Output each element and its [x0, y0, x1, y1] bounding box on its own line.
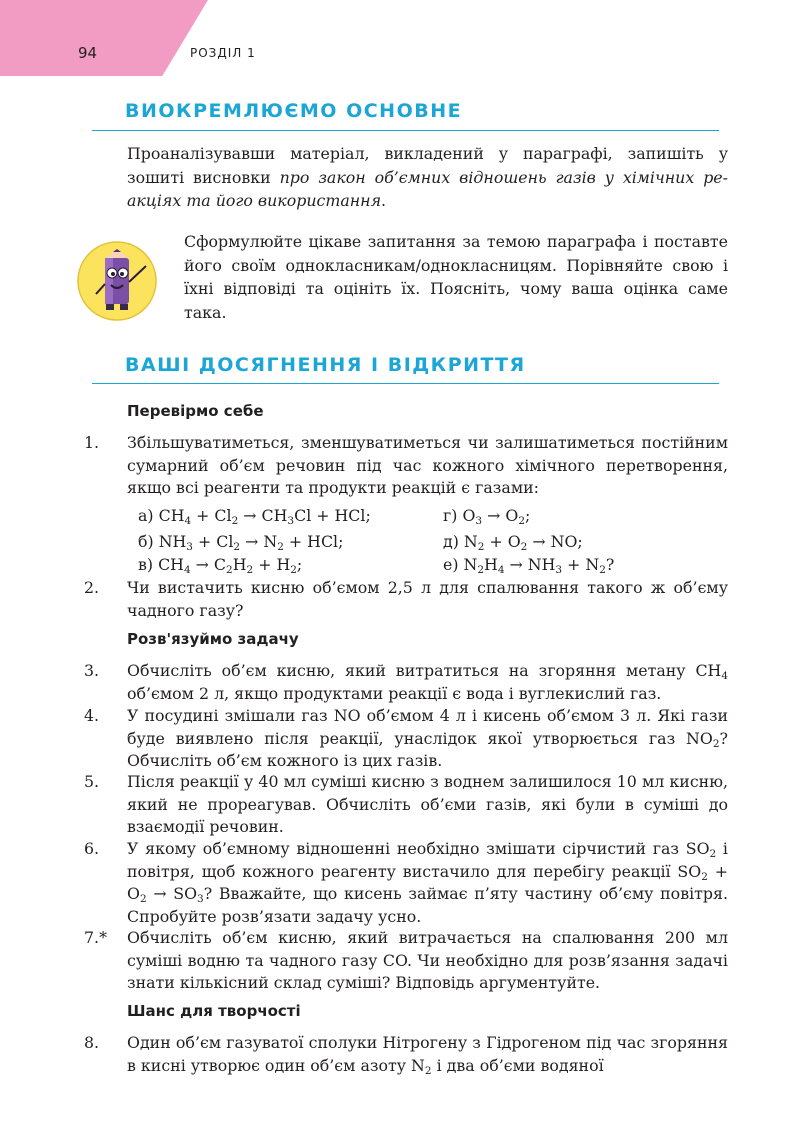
question-text: У посудині змішали газ NO об’ємом 4 л і кисень об’ємом 3 л. Які гази буде виявлено після реакції, унаслідок якої утворюється газ $NO_2$? Обчисліть об’єм кожного із цих газів.: [127, 706, 728, 770]
pencil-character-icon: [76, 240, 158, 326]
section-heading-achievements: ВАШІ ДОСЯГНЕННЯ І ВІДКРИТТЯ: [125, 354, 526, 376]
subheading-solve-problem: Розв'язуймо задачу: [127, 630, 299, 648]
summary-paragraph: Проаналізувавши матеріал, викладений у параграфі, запишіть у зошиті висновки про закон об’ємних відношень газів у хімічних реакціях та його використання.: [127, 144, 728, 210]
section-label: РОЗДІЛ 1: [190, 46, 256, 60]
subheading-self-check: Перевірмо себе: [127, 402, 264, 420]
reaction-f: е) $N_2H_4 \to NH_3 + N_2$?: [443, 555, 615, 576]
reaction-e: д) $N_2 + O_2$ → NO;: [443, 532, 583, 553]
question-number: 5.: [84, 772, 100, 791]
reaction-d: г) $O_3 \to O_2$;: [443, 506, 531, 527]
question-text: Один об’єм газуватої сполуки Нітрогену з Гідрогеном під час згоряння в кисні утворює один об’єм азоту $N_2$ і два об’єми водяної: [127, 1033, 728, 1077]
question-text: Після реакції у 40 мл суміші кисню з воднем залишилося 10 мл кисню, який не прореагував. Обчисліть об’єми газів, які були в суміші до взаємодії речовин.: [127, 772, 728, 836]
question-text: Чи вистачить кисню об’ємом 2,5 л для спалювання такого ж об’єму чадного газу?: [127, 578, 728, 620]
question-number: 8.: [84, 1033, 100, 1052]
page-number: 94: [78, 44, 98, 62]
question-number: 1.: [84, 433, 100, 452]
question-number: 3.: [84, 661, 100, 680]
section-heading-main: ВИОКРЕМЛЮЄМО ОСНОВНЕ: [125, 100, 463, 122]
heading-rule-2: [92, 383, 719, 384]
reaction-c: в) $CH_4 \to C_2H_2 + H_2$;: [138, 555, 303, 576]
question-text: Обчисліть об’єм кисню, який витрачається на спалювання 200 мл суміші водню та чадного газу CO. Чи необхідно для розв’язання задачі знати кількісний склад суміші? Відповідь аргументуйте.: [127, 928, 728, 992]
question-text: Збільшуватиметься, зменшуватиметься чи залишатиметься постійним сумарний об’єм речовин під час кожного хімічного перетворення, якщо всі реагенти та продукти реакцій є газами:: [127, 433, 728, 497]
question-number: 6.: [84, 839, 100, 858]
question-text: У якому об’ємному відношенні необхідно змішати сірчистий газ $SO_2$ і повітря, щоб кожного реагенту вистачило для перебігу реакції $SO_2 + O_2 \to SO_3$? Вважайте, що кисень займає п’яту частину об’єму повітря. Спробуйте розв’язати задачу усно.: [127, 839, 728, 926]
reaction-b: б) $NH_3 + Cl_2 \to N_2$ + HCl;: [138, 532, 344, 553]
question-number: 4.: [84, 706, 100, 725]
header-tab: [0, 0, 208, 76]
subheading-creativity: Шанс для творчості: [127, 1002, 301, 1020]
discussion-tip: Сформулюйте цікаве запитання за темою параграфа і поставте його своїм однокласникам/однокласницям. Порівняйте свою і їхні відповіді та оцініть їх. Поясніть, чому ваша оцінка саме така.: [184, 232, 728, 322]
question-text: Обчисліть об’єм кисню, який витратиться на згоряння метану $CH_4$ об’ємом 2 л, якщо продуктами реакції є вода і вуглекислий газ.: [127, 661, 728, 703]
reaction-a: а) $CH_4 + Cl_2 \to CH_3Cl$ + HCl;: [138, 506, 371, 527]
question-number: 2.: [84, 578, 100, 597]
question-number: 7.*: [84, 928, 107, 947]
heading-rule: [92, 130, 719, 131]
